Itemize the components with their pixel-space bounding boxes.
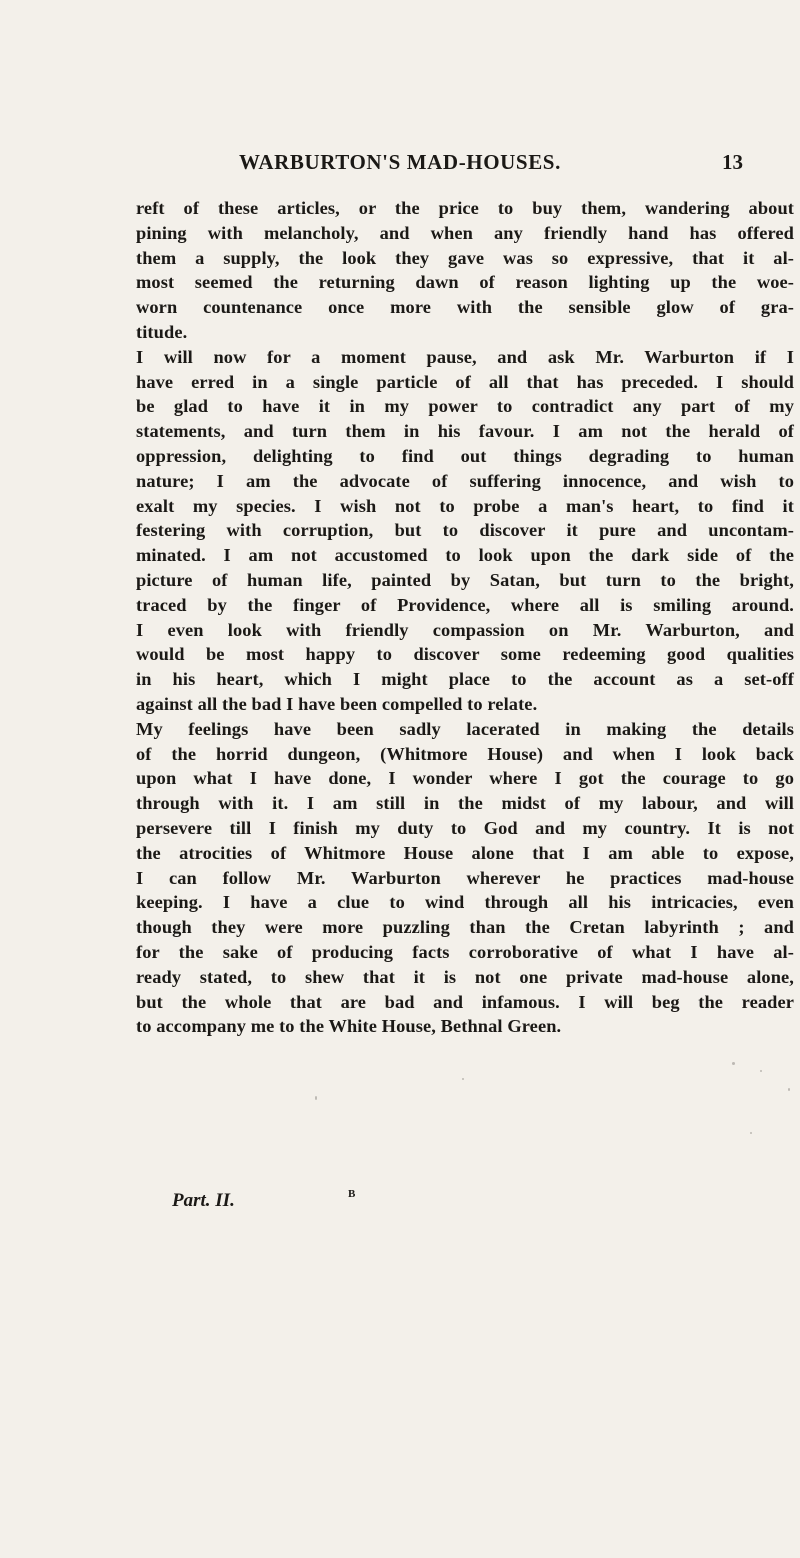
text-line: reft of these articles, or the price to buy them, wandering about	[136, 198, 794, 218]
scan-speck	[732, 1062, 735, 1065]
text-line: ready stated, to shew that it is not one private mad-house alone,	[136, 966, 794, 987]
text-line: to accompany me to the White House, Bethnal Green.	[136, 1016, 562, 1037]
text-line: upon what I have done, I wonder where I got the courage to go	[136, 768, 794, 789]
text-line: through with it. I am still in the midst of my labour, and will	[136, 793, 794, 814]
text-line: persevere till I finish my duty to God and my country. It is not	[136, 817, 794, 838]
text-line: against all the bad I have been compelled to relate.	[136, 693, 538, 714]
text-line: picture of human life, painted by Satan, but turn to the bright,	[136, 569, 794, 590]
scan-speck	[760, 1070, 762, 1072]
scan-speck	[315, 1096, 317, 1100]
text-line: would be most happy to discover some redeeming good qualities	[136, 644, 794, 665]
text-line: oppression, delighting to find out things degrading to human	[136, 445, 794, 466]
text-line: festering with corruption, but to discover it pure and uncontam-	[136, 520, 794, 541]
scan-speck	[462, 1078, 464, 1080]
text-line: keeping. I have a clue to wind through all his intricacies, even	[136, 892, 794, 913]
text-line: be glad to have it in my power to contradict any part of my	[136, 396, 794, 417]
text-line: in his heart, which I might place to the account as a set-off	[136, 669, 794, 690]
signature-letter: B	[348, 1188, 356, 1200]
scan-speck	[788, 1088, 790, 1091]
text-line: statements, and turn them in his favour. I am not the herald of	[136, 421, 794, 442]
text-line: though they were more puzzling than the Cretan labyrinth ; and	[136, 917, 794, 938]
running-title: WARBURTON'S MAD-HOUSES.	[239, 150, 561, 174]
scan-speck	[750, 1132, 752, 1134]
text-line: I can follow Mr. Warburton wherever he practices mad-house	[136, 867, 794, 888]
text-line: pining with melancholy, and when any friendly hand has offered	[136, 222, 794, 243]
text-line: them a supply, the look they gave was so expressive, that it al-	[136, 247, 794, 268]
text-line: titude.	[136, 321, 188, 342]
text-line: traced by the finger of Providence, where all is smiling around.	[136, 594, 794, 615]
text-line: minated. I am not accustomed to look upon the dark side of the	[136, 545, 794, 566]
text-line: My feelings have been sadly lacerated in making the details	[136, 718, 794, 739]
text-line: I will now for a moment pause, and ask Mr. Warburton if I	[136, 346, 794, 367]
text-line: have erred in a single particle of all that has preceded. I should	[136, 371, 794, 392]
text-line: for the sake of producing facts corroborative of what I have al-	[136, 941, 794, 962]
text-line: worn countenance once more with the sensible glow of gra-	[136, 297, 794, 318]
text-line: nature; I am the advocate of suffering innocence, and wish to	[136, 470, 794, 491]
text-line: the atrocities of Whitmore House alone that I am able to expose,	[136, 842, 794, 863]
text-line: I even look with friendly compassion on Mr. Warburton, and	[136, 619, 794, 640]
text-line: most seemed the returning dawn of reason lighting up the woe-	[136, 272, 794, 293]
body-text	[136, 196, 794, 1039]
signature-mark: Part. II.	[172, 1190, 235, 1211]
text-line: exalt my species. I wish not to probe a man's heart, to find it	[136, 495, 794, 516]
page-number: 13	[722, 150, 743, 174]
text-line: but the whole that are bad and infamous. I will beg the reader	[136, 991, 794, 1012]
text-line: of the horrid dungeon, (Whitmore House) and when I look back	[136, 743, 794, 764]
